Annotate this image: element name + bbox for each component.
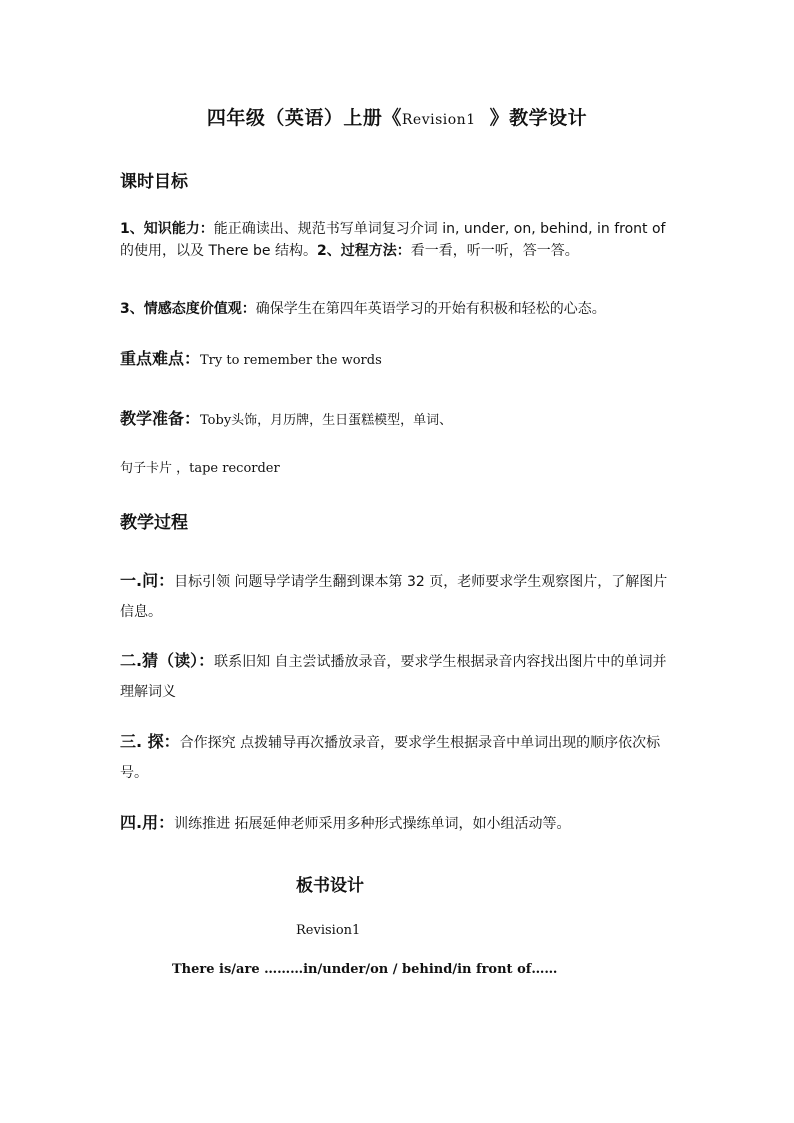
goal-2-label: 2、过程方法： — [316, 243, 411, 259]
board-heading: 板书设计 — [296, 876, 364, 896]
keypoint-label: 重点难点： — [120, 349, 201, 368]
step-2-label: 二.猜（读）： — [120, 651, 215, 670]
step-4-paragraph — [120, 808, 680, 839]
prep-paragraph — [120, 408, 680, 432]
keypoint-text: Try to remember the words — [200, 353, 382, 368]
goal-1-text: 能正确读出、规范书写单词复习介词 in, under, on, behind, in front of 的使用，以及 There be 结构。 — [120, 221, 666, 259]
prep-label: 教学准备： — [120, 409, 201, 428]
keypoint-paragraph — [120, 348, 680, 372]
step-3-paragraph — [120, 727, 680, 788]
step-1-text: 目标引领 问题导学请学生翻到课本第 32 页，老师要求学生观察图片，了解图片信息。 — [120, 574, 668, 620]
goal-3-label: 3、情感态度价值观： — [120, 301, 256, 317]
step-1-label: 一.问： — [120, 571, 175, 590]
title-suffix: 》教学设计 — [489, 107, 588, 129]
board-title: Revision1 — [296, 923, 361, 938]
step-3-text: 合作探究 点拨辅导再次播放录音，要求学生根据录音中单词出现的顺序依次标号。 — [120, 735, 661, 781]
document-title — [0, 103, 794, 130]
goal-1-paragraph — [120, 218, 680, 262]
step-4-text: 训练推进 拓展延伸老师采用多种形式操练单词，如小组活动等。 — [174, 816, 571, 832]
goal-3-text: 确保学生在第四年英语学习的开始有积极和轻松的心态。 — [255, 301, 606, 317]
goals-heading: 课时目标 — [120, 172, 188, 192]
prep-text-continued: 句子卡片 ，tape recorder — [120, 461, 280, 476]
title-book: Revision1 — [401, 112, 476, 128]
board-sentence: There is/are ………in/under/on / behind/in front of…… — [172, 962, 558, 977]
step-3-label: 三. 探： — [120, 732, 180, 751]
step-1-paragraph — [120, 566, 680, 627]
title-prefix: 四年级（英语）上册《 — [206, 107, 402, 129]
goal-2-text: 看一看，听一听，答一答。 — [410, 243, 579, 259]
goal-1-label: 1、知识能力： — [120, 221, 214, 237]
step-4-label: 四.用： — [120, 813, 175, 832]
prep-text: Toby头饰，月历牌，生日蛋糕模型，单词、 — [200, 413, 453, 428]
process-heading: 教学过程 — [120, 513, 188, 533]
step-2-paragraph — [120, 646, 680, 707]
step-2-text: 联系旧知 自主尝试播放录音，要求学生根据录音内容找出图片中的单词并理解词义 — [120, 654, 667, 700]
goal-3-paragraph — [120, 298, 680, 320]
